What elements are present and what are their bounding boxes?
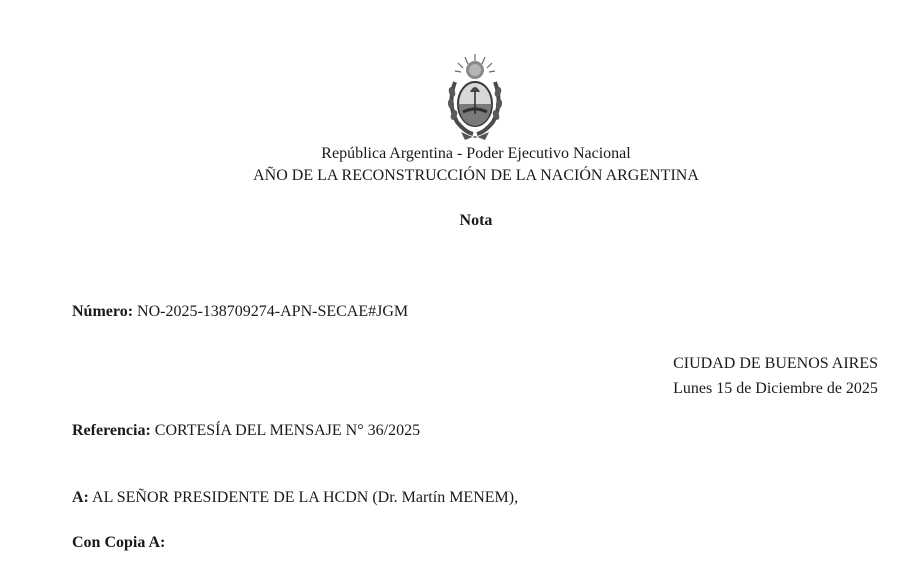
document-number-value: NO-2025-138709274-APN-SECAE#JGM — [137, 303, 409, 320]
reference-label: Referencia: — [72, 422, 151, 439]
carbon-copy-label: Con Copia A: — [72, 534, 166, 551]
recipient-label: A: — [72, 489, 89, 506]
place-and-date — [673, 351, 878, 401]
header-year-motto: AÑO DE LA RECONSTRUCCIÓN DE LA NACIÓN ARGENTINA — [253, 167, 699, 184]
date-line: Lunes 15 de Diciembre de 2025 — [673, 380, 878, 397]
coat-of-arms-icon — [443, 52, 507, 142]
recipient — [72, 489, 518, 507]
recipient-value: AL SEÑOR PRESIDENTE DE LA HCDN (Dr. Martín MENEM), — [92, 489, 519, 506]
document-number — [72, 303, 408, 321]
header-government: República Argentina - Poder Ejecutivo Nacional — [321, 145, 631, 162]
city-line: CIUDAD DE BUENOS AIRES — [673, 355, 878, 372]
document-type-title: Nota — [459, 212, 493, 229]
reference-value: CORTESÍA DEL MENSAJE N° 36/2025 — [154, 422, 421, 439]
carbon-copy — [72, 534, 165, 552]
document-number-label: Número: — [72, 303, 134, 320]
reference — [72, 422, 420, 440]
